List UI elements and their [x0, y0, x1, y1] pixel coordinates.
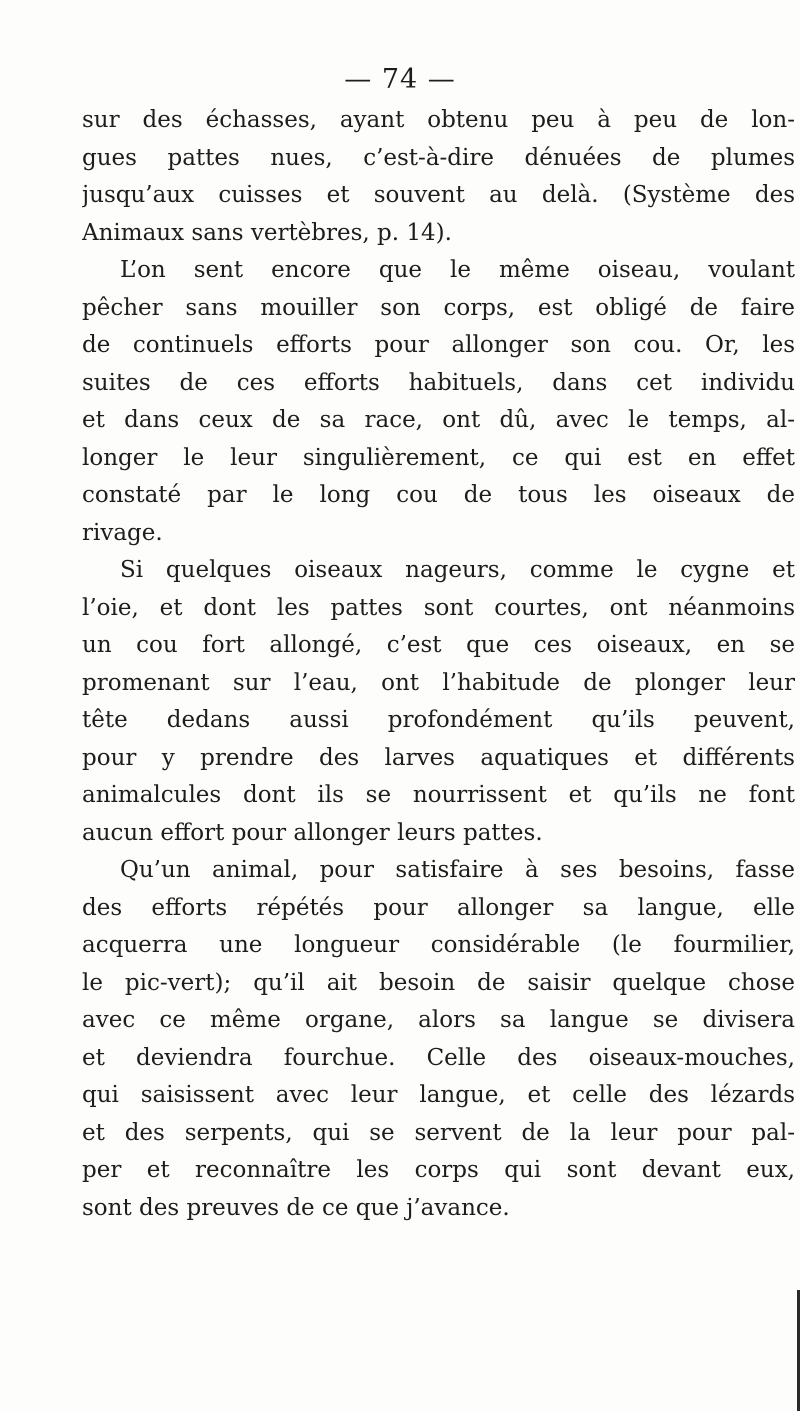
text-line: pêcher sans mouiller son corps, est obligé de faire [82, 294, 795, 321]
text-line: suites de ces efforts habituels, dans cet individu [82, 369, 795, 396]
text-line: Qu’un animal, pour satisfaire à ses besoins, fasse [120, 857, 795, 883]
text-line: sont des preuves de ce que j’avance. [82, 1194, 510, 1221]
text-line: Animaux sans vertèbres, p. 14). [82, 219, 452, 246]
body-text [82, 102, 795, 1227]
text-line: et des serpents, qui se servent de la leur pour pal- [82, 1119, 795, 1146]
text-line: longer le leur singulièrement, ce qui est en effet [82, 444, 795, 471]
text-line: l’oie, et dont les pattes sont courtes, ont néanmoins [82, 594, 795, 621]
text-line: constaté par le long cou de tous les oiseaux de [82, 482, 795, 508]
text-line: acquerra une longueur considérable (le fourmilier, [82, 932, 795, 958]
text-line: et dans ceux de sa race, ont dû, avec le temps, al- [82, 407, 795, 433]
text-line: promenant sur l’eau, ont l’habitude de plonger leur [82, 669, 795, 696]
text-line: le pic-vert); qu’il ait besoin de saisir quelque chose [82, 969, 795, 996]
page-number: — 74 — [344, 64, 456, 95]
text-line: jusqu’aux cuisses et souvent au delà. (Système des [82, 182, 795, 208]
text-line: un cou fort allongé, c’est que ces oiseaux, en se [82, 632, 795, 658]
text-line: sur des échasses, ayant obtenu peu à peu de lon- [82, 107, 795, 133]
text-line: de continuels efforts pour allonger son cou. Or, les [82, 332, 795, 358]
text-line: gues pattes nues, c’est-à-dire dénuées de plumes [82, 144, 795, 171]
text-line: Si quelques oiseaux nageurs, comme le cygne et [120, 557, 795, 583]
text-line: des efforts répétés pour allonger sa langue, elle [82, 894, 795, 921]
text-line: tête dedans aussi profondément qu’ils peuvent, [82, 707, 795, 733]
text-line: rivage. [82, 519, 163, 546]
text-line: per et reconnaître les corps qui sont devant eux, [82, 1157, 795, 1183]
text-line: et deviendra fourchue. Celle des oiseaux-mouches, [82, 1044, 795, 1071]
text-line: avec ce même organe, alors sa langue se divisera [82, 1007, 795, 1033]
text-line: L’on sent encore que le même oiseau, voulant [120, 257, 795, 283]
text-line: qui saisissent avec leur langue, et celle des lézards [82, 1082, 795, 1108]
text-line: aucun effort pour allonger leurs pattes. [82, 819, 543, 846]
text-line: animalcules dont ils se nourrissent et qu’ils ne font [82, 782, 795, 808]
text-line: pour y prendre des larves aquatiques et différents [82, 744, 795, 771]
